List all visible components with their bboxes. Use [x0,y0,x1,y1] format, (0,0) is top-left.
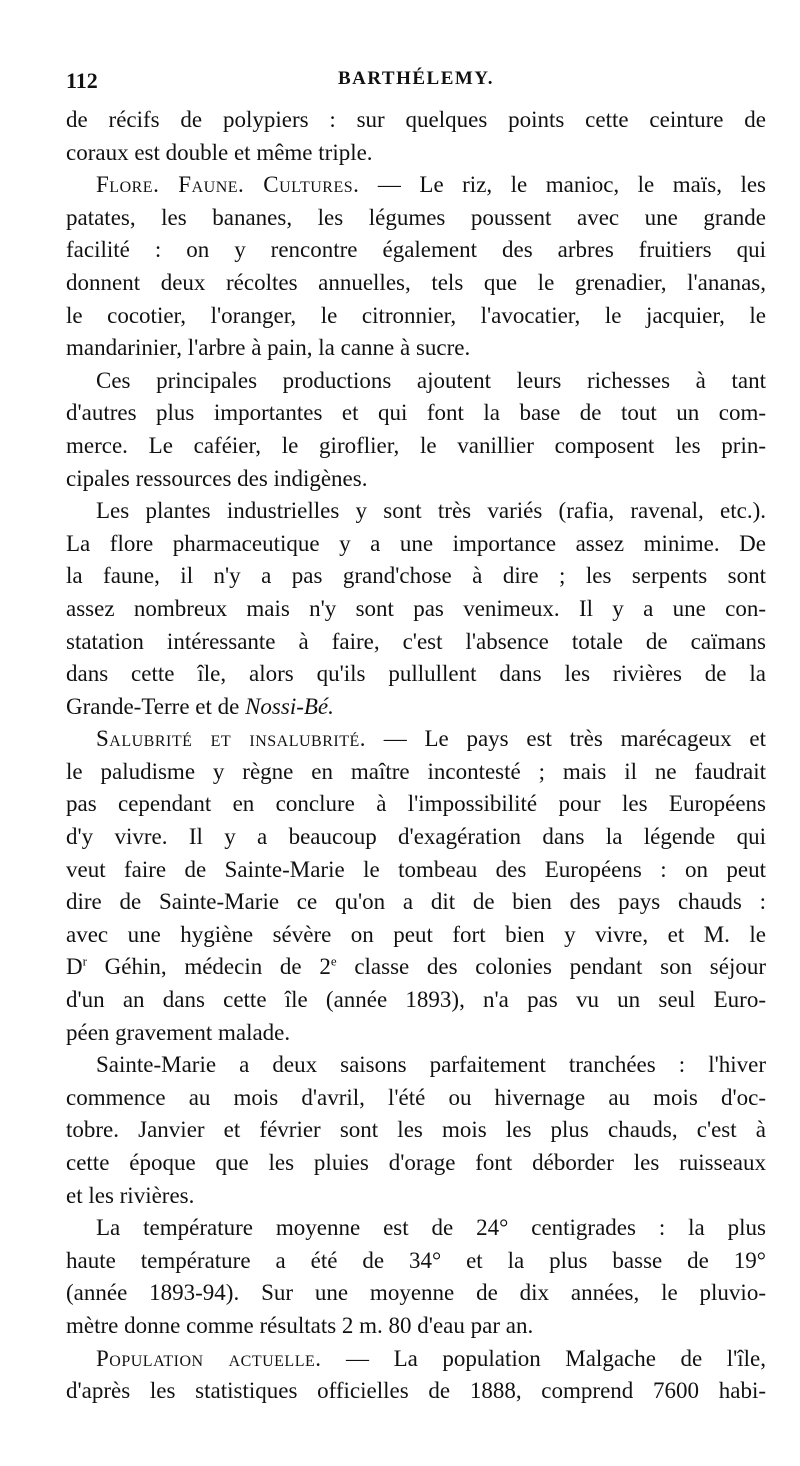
text-line: haute température a été de 34° et la plus basse de 19° [66,1247,766,1273]
text-line: la faune, il n'y a pas grand'chose à dire ; les serpents sont [66,563,766,589]
text-line: le cocotier, l'oranger, le citronnier, l'avocatier, le jacquier, le [66,302,766,328]
text-line: d'autres plus importantes et qui font la base de tout un com- [66,400,766,426]
text-line: La flore pharmaceutique y a une importance assez minime. De [66,530,766,556]
place-name: Nossi-Bé. [245,693,334,719]
text-line: d'y vivre. Il y a beaucoup d'exagération dans la légende qui [66,824,766,850]
text-line: mètre donne comme résultats 2 m. 80 d'eau par an. [66,1312,534,1338]
text-line: Flore. Faune. Cultures. — Le riz, le manioc, le maïs, les [96,172,766,198]
text-line: dire de Sainte-Marie ce qu'on a dit de bien des pays chauds : [66,889,766,915]
text-line: statation intéressante à faire, c'est l'absence totale de caïmans [66,628,766,654]
section-title-flore: Flore. Faune. Cultures. [96,172,360,198]
text-line: de récifs de polypiers : sur quelques points cette ceinture de [66,107,766,132]
section-title-salubrite: Salubrité et insalubrité. [96,726,367,752]
text-line: Salubrité et insalubrité. — Le pays est très marécageux et [96,726,766,752]
text-line: merce. Le caféier, le giroflier, le vanillier composent les prin- [66,432,766,458]
text-line: tobre. Janvier et février sont les mois les plus chauds, c'est à [66,1117,766,1143]
text-line: Les plantes industrielles y sont très variés (rafia, ravenal, etc.). [96,498,766,524]
text-line: dans cette île, alors qu'ils pullullent dans les rivières de la [66,661,766,687]
text-line: Grande-Terre et de Nossi-Bé. [66,693,334,719]
text-line: d'après les statistiques officielles de 1888, comprend 7600 habi- [66,1378,766,1404]
text-line: pas cependant en conclure à l'impossibilité pour les Européens [66,791,766,817]
text-line: d'un an dans cette île (année 1893), n'a pas vu un seul Euro- [66,987,766,1013]
running-head: BARTHÉLEMY. [337,68,495,89]
text-line: veut faire de Sainte-Marie le tombeau des Européens : on peut [66,856,766,882]
text-line: péen gravement malade. [66,1019,291,1045]
text-line: coraux est double et même triple. [66,139,373,165]
text-line: (année 1893-94). Sur une moyenne de dix années, le pluvio- [66,1280,766,1306]
text-line: patates, les bananes, les légumes poussent avec une grande [66,204,766,230]
text-line: Sainte-Marie a deux saisons parfaitement tranchées : l'hiver [96,1052,766,1078]
text-line: $D^r$ Géhin, médecin de 2e classe des colonies pendant son séjour [66,953,766,980]
text-line: cipales ressources des indigènes. [66,465,368,491]
page-header [66,68,766,98]
text-line: cette époque que les pluies d'orage font déborder les ruisseaux [66,1150,766,1175]
section-title-population: Population actuelle. [96,1345,322,1371]
text-line: La température moyenne est de 24° centigrades : la plus [96,1215,766,1241]
text-line: et les rivières. [66,1182,195,1208]
text-line: donnent deux récoltes annuelles, tels que le grenadier, l'ananas, [66,269,766,295]
body-text [66,104,766,1408]
text-line: commence au mois d'avril, l'été ou hivernage au mois d'oc- [66,1084,766,1110]
text-line: avec une hygiène sévère on peut fort bien y vivre, et M. le [66,921,766,947]
text-line: Population actuelle. — La population Malgache de l'île, [96,1345,766,1371]
text-line: le paludisme y règne en maître incontesté ; mais il ne faudrait [66,758,766,784]
text-line: facilité : on y rencontre également des arbres fruitiers qui [66,237,766,263]
text-line: Ces principales productions ajoutent leurs richesses à tant [96,367,766,393]
page-number: 112 [66,68,98,93]
text-line: assez nombreux mais n'y sont pas venimeux. Il y a une con- [66,595,766,621]
text-line: mandarinier, l'arbre à pain, la canne à sucre. [66,335,471,361]
